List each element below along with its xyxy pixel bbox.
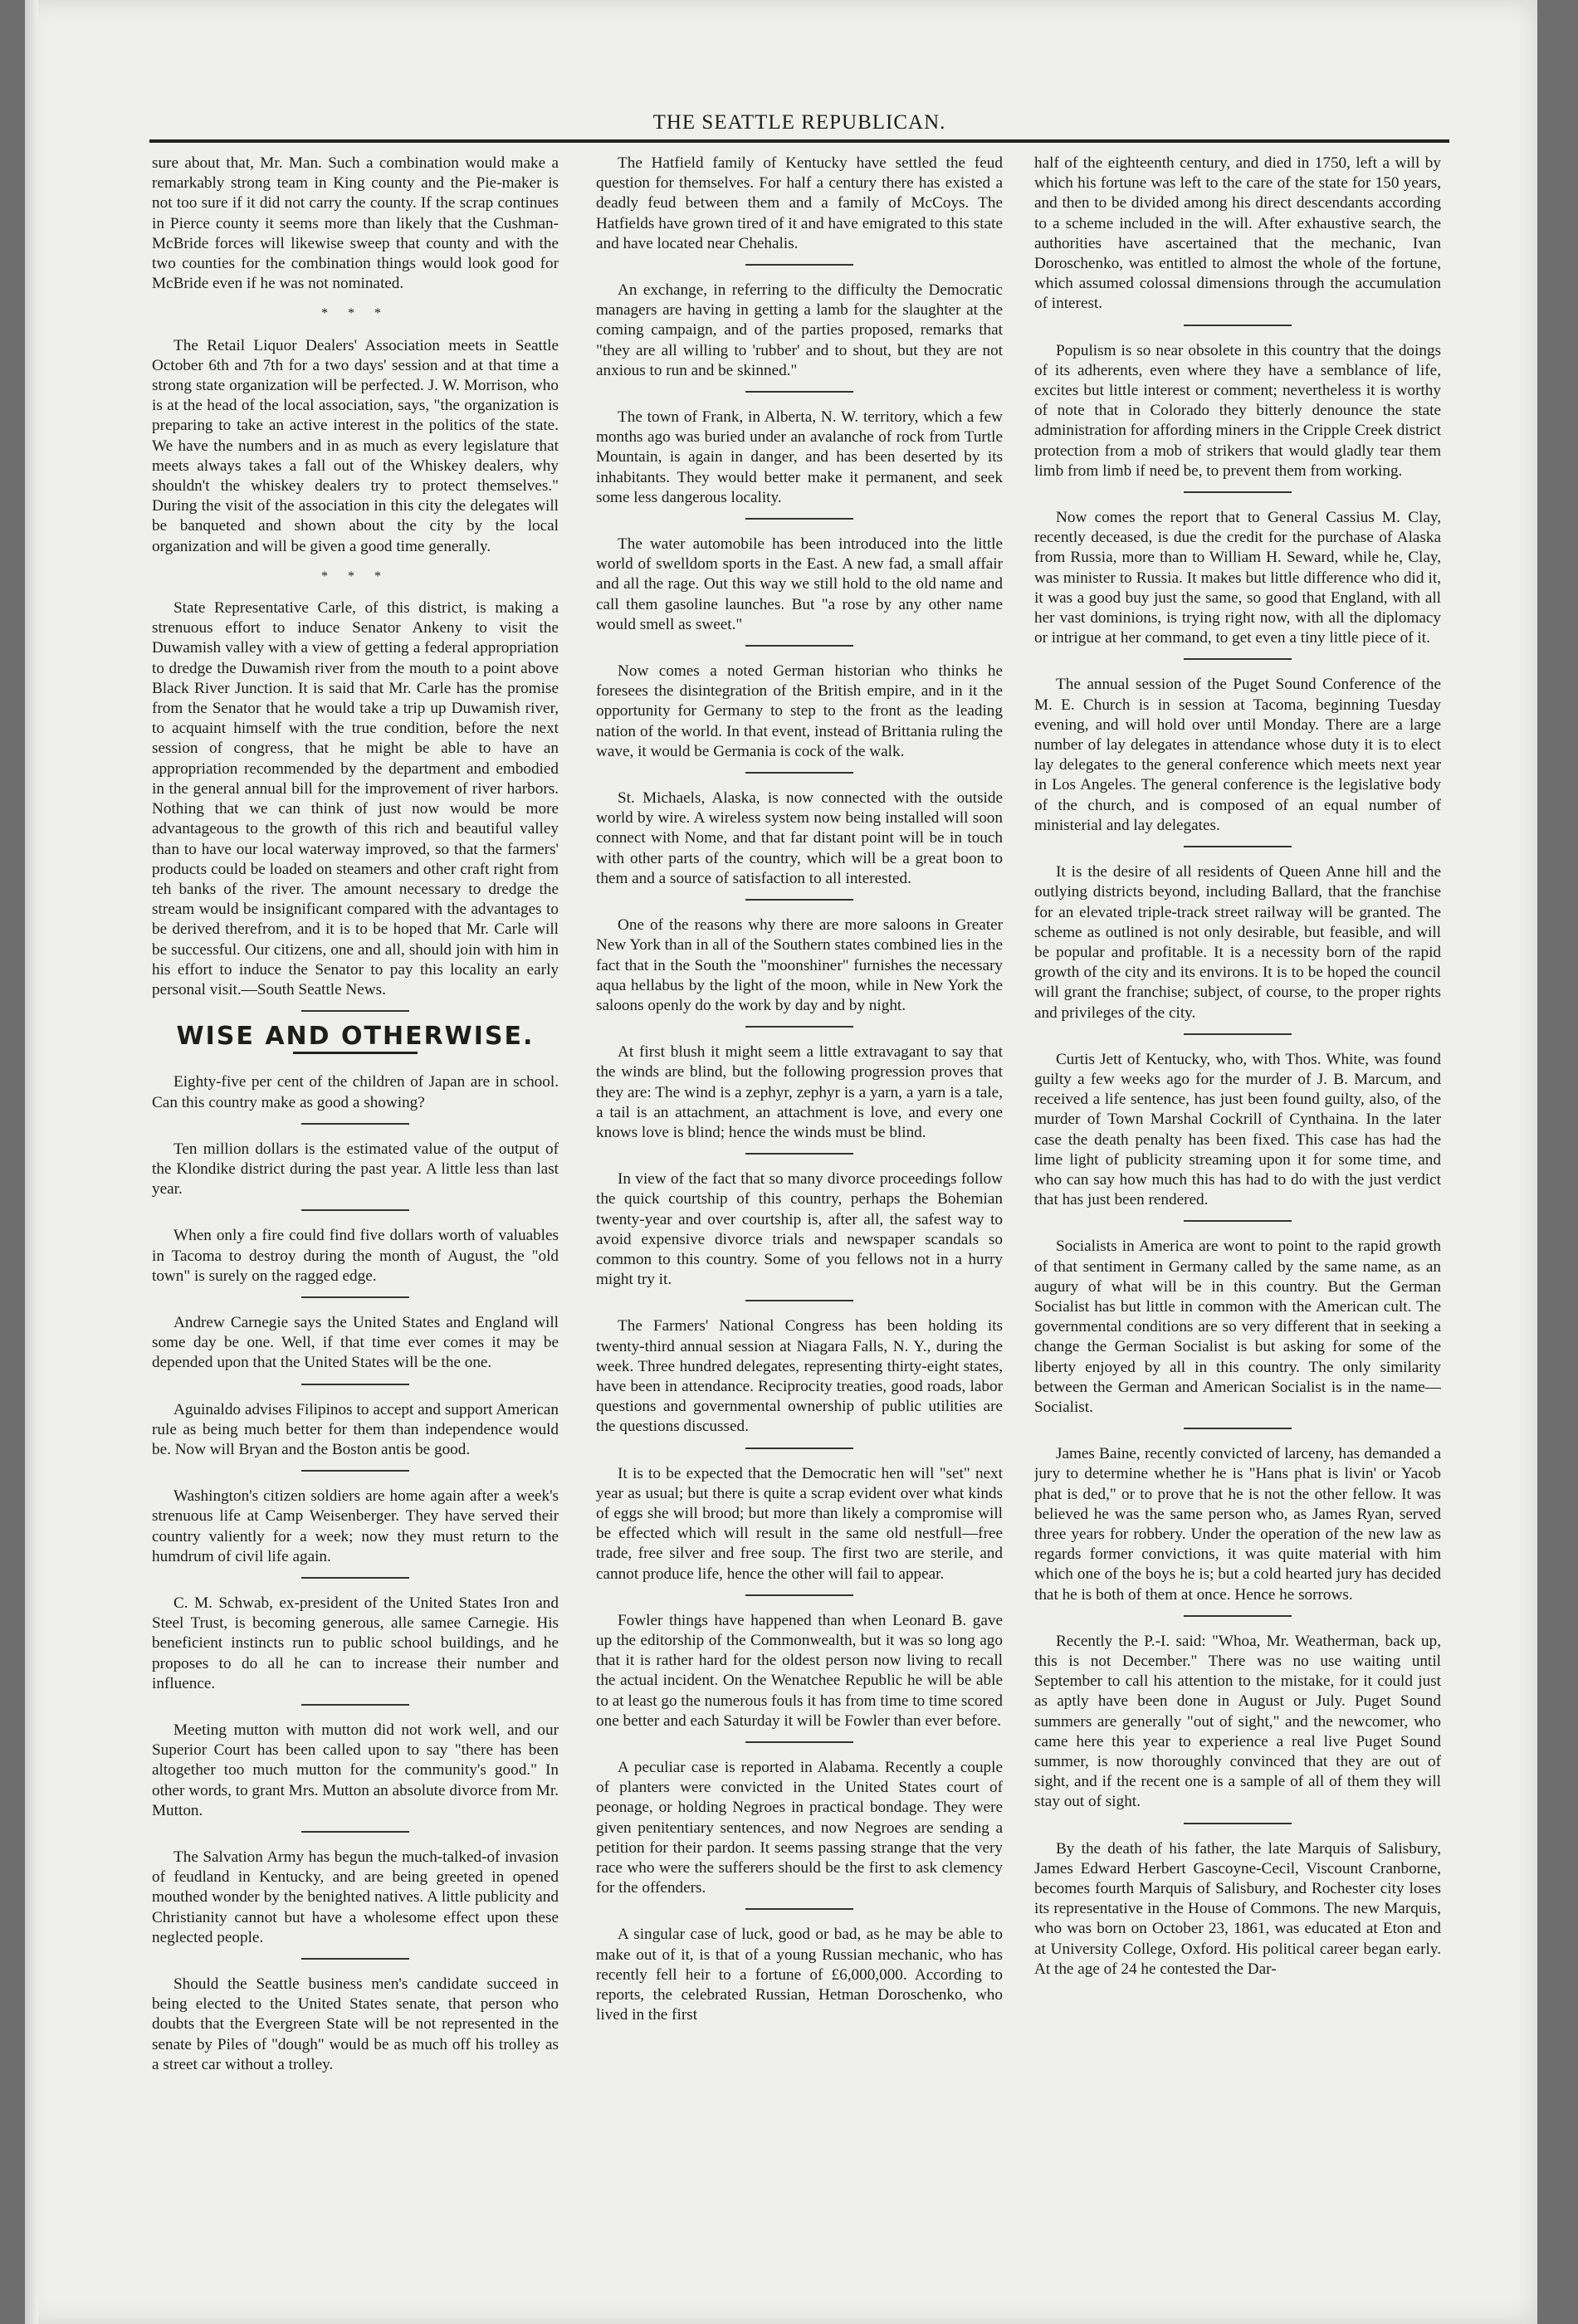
article-divider [1184,1428,1292,1429]
article-divider [1184,1615,1292,1617]
article-paragraph: At first blush it might seem a little extravagant to say that the winds are blind, but the following progression proves that they are: The wind is a zephyr, zephyr is a yarn, a yarn is a tale, a tail is an attachment, an attachment is love, and every one knows love is blind; hence the winds must be blind. [596,1043,1003,1141]
article-paragraph: Now comes the report that to General Cassius M. Clay, recently deceased, is due the credit for the purchase of Alaska from Russia, more than to William H. Seward, while he, Clay, was minister to Russia. It makes but little difference who did it, it was a good buy just the same, so good that England, with all her vast dominions, is trying right now, with all the diplomacy or intrigue at her command, to get even a tiny little piece of it. [1034,509,1441,647]
article-divider [745,391,853,393]
article-paragraph: Curtis Jett of Kentucky, who, with Thos. White, was found guilty a few weeks ago for the murder of J. B. Marcum, and received a life sentence, has just been found guilty, also, of the murder of Town Marshal Cockrill of Cynthaina. In the later case the death penalty has been fixed. This case has had the lime light of publicity streaming upon it for some time, and who can say how much this has had to do with the just verdict that has just been rendered. [1034,1050,1441,1209]
article-divider [1184,1823,1292,1824]
heading-underline [293,1052,418,1054]
article-divider [301,1123,409,1125]
article-divider [745,264,853,266]
article-paragraph: Fowler things have happened than when Leonard B. gave up the editorship of the Commonwealth, but it was so long ago that it is rather hard for the oldest person now living to recall the actual incident. On the Wenatchee Republic he will be able to at least go the numerous fouls it has from time to time scored one better and each Saturday it will be Fowler than ever before. [596,1611,1003,1730]
article-paragraph: By the death of his father, the late Marquis of Salisbury, James Edward Herbert Gascoyne-Cecil, Viscount Cranborne, becomes fourth Marquis of Salisbury, and Rochester city loses its representative in the House of Commons. The new Marquis, who was born on October 23, 1861, was educated at Eton and at University College, Oxford. His political career began early. At the age of 24 he contested the Dar- [1034,1839,1441,1978]
article-divider [745,518,853,520]
article-paragraph: It is the desire of all residents of Queen Anne hill and the outlying districts beyond, including Ballard, that the franchise for an elevated triple-track street railway will be granted. The scheme as outlined is not only desirable, but feasible, and will be popular and profitable. It is a necessity born of the rapid growth of the city and its environs. It is to be hoped the council will grant the franchise; subject, of course, to the proper rights and privileges of the city. [1034,863,1441,1022]
article-paragraph: An exchange, in referring to the difficulty the Democratic managers are having in getting a lamb for the slaughter at the coming campaign, and of the parties proposed, remarks that "they are all willing to 'rubber' and to shout, but they are not anxious to run and be skinned." [596,281,1003,379]
article-divider [1184,846,1292,847]
article-paragraph: sure about that, Mr. Man. Such a combination would make a remarkably strong team in King county and the Pie-maker is not too sure if it did not carry the county. If the scrap continues in Pierce county it seems more than likely that the Cushman-McBride forces will likewise sweep that county and with the two counties for the combination things would look good for McBride even if he was not nominated. [152,154,559,293]
article-divider [745,899,853,901]
page-fold-shadow [25,0,38,2324]
article-paragraph: Socialists in America are wont to point to the rapid growth of that sentiment in Germany called by the same name, as an augury of what will be in this country. But the German Socialist has but little in common with the American cult. The governmental conditions are so very different that in seeking a change the German Socialist is but asking for some of the liberty enjoyed by all in this country. The only similarity between the German and American Socialist is in the name—Socialist. [1034,1238,1441,1416]
article-paragraph: Populism is so near obsolete in this country that the doings of its adherents, even where they have a semblance of life, excites but little interest or comment; nevertheless it is worthy of note that in Colorado they bitterly denounce the state administration for affording miners in the Cripple Creek district protection from a mob of strikers that would gladly tear them limb from limb if need be, to prevent them from working. [1034,341,1441,480]
article-divider [301,1958,409,1960]
article-divider [1184,1033,1292,1035]
article-divider [301,1384,409,1385]
article-paragraph: Should the Seattle business men's candidate succeed in being elected to the United States senate, that person who doubts that the Evergreen State will be not represented in the senate by Piles of "dough" would be as much off his trolley as a street car without a trolley. [152,1975,559,2073]
column-1 [152,154,559,2295]
article-divider [745,1594,853,1596]
article-divider [745,772,853,774]
section-heading: WISE AND OTHERWISE. [176,1022,535,1052]
article-paragraph: Ten million dollars is the estimated value of the output of the Klondike district during the past year. A little less than last year. [152,1140,559,1199]
article-paragraph: Washington's citizen soldiers are home again after a week's strenuous life at Camp Weisenberger. They have served their country valiently for a week; now they must return to the humdrum of civil life again. [152,1487,559,1565]
article-paragraph: The water automobile has been introduced into the little world of swelldom sports in the East. A new fad, a small affair and all the rage. Out this way we still hold to the old name and call them gasoline launches. But "a rose by any other name would smell as sweet." [596,535,1003,633]
article-paragraph: The town of Frank, in Alberta, N. W. territory, which a few months ago was buried under an avalanche of rock from Turtle Mountain, is again in danger, and has been deserted by its inhabitants. They would better make it permanent, and seek some less dangerous locality. [596,408,1003,506]
article-paragraph: James Baine, recently convicted of larceny, has demanded a jury to determine whether he is "Hans phat is livin' or Yacob phat is ded," or to prove that he is not the other fellow. It was believed he was the same person who, as James Ryan, served three years for robbery. Under the operation of the new law as regards former convictions, it was quite material with him which one of the boys he is; but a cold hearted jury has decided that he is both of them at once. Hence he sorrows. [1034,1445,1441,1604]
article-paragraph: The Retail Liquor Dealers' Association meets in Seattle October 6th and 7th for a two days' session and at that time a strong state organization will be perfected. J. W. Morrison, who is at the head of the local association, says, "the organization is preparing to take an active interest in the politics of the state. We have the numbers and in as much as every legislature that meets always takes a fall out of the Whiskey dealers, why shouldn't the whiskey dealers try to protect themselves." During the visit of the association in this city the delegates will be banqueted and shown about the city by the local organization and will be given a good time generally. [152,336,559,555]
article-divider [301,1209,409,1211]
article-divider [745,1300,853,1301]
article-divider [1184,325,1292,326]
article-paragraph: The Hatfield family of Kentucky have settled the feud question for themselves. For half a century there has existed a deadly feud between them and a family of McCoys. The Hatfields have grown tired of it and have emigrated to this state and have located near Chehalis. [596,154,1003,252]
article-paragraph: The annual session of the Puget Sound Conference of the M. E. Church is in session at Tacoma, beginning Tuesday evening, and will hold over until Monday. There are a large number of lay delegates in attendance whose duty it is to elect lay delegates to the general conference which meets next year in Los Angeles. The general conference is the legislative body of the church, and is composed of an equal number of ministerial and lay delegates. [1034,676,1441,834]
article-paragraph: A singular case of luck, good or bad, as he may be able to make out of it, is that of a young Russian mechanic, who has recently fell heir to a fortune of £6,000,000. According to reports, the celebrated Russian, Hetman Doroschenko, who lived in the first [596,1926,1003,2024]
article-paragraph: In view of the fact that so many divorce proceedings follow the quick courtship of this country, perhaps the Bohemian twenty-year and over courtship is, after all, the safest way to avoid expensive divorce trials and newspaper scandals so common to this country. Some of you fellows not in a hurry might try it. [596,1170,1003,1289]
article-divider [745,1026,853,1028]
article-paragraph: Meeting mutton with mutton did not work well, and our Superior Court has been called upon to say "there has been altogether too much mutton for the community's good." In other words, to grant Mrs. Mutton an absolute divorce from Mr. Mutton. [152,1721,559,1819]
article-divider [301,1704,409,1706]
article-paragraph: When only a fire could find five dollars worth of valuables in Tacoma to destroy during the month of August, the "old town" is surely on the ragged edge. [152,1227,559,1285]
article-paragraph: The Farmers' National Congress has been holding its twenty-third annual session at Niagara Falls, N. Y., during the week. Three hundred delegates, representing thirty-eight states, have been in attendance. Reciprocity treaties, good roads, labor questions and governmental ownership of public utilities are the questions discussed. [596,1317,1003,1436]
section-separator-stars: * * * [321,306,389,321]
article-paragraph: The Salvation Army has begun the much-talked-of invasion of feudland in Kentucky, and are being greeted in opened mouthed wonder by the benighted natives. A little publicity and Christianity cannot but have a wholesome effect upon these neglected people. [152,1848,559,1946]
article-divider [301,1010,409,1012]
article-divider [745,1153,853,1155]
masthead [149,106,1449,143]
article-paragraph: Now comes a noted German historian who thinks he foresees the disintegration of the British empire, and in it the opportunity for Germany to step to the front as the leading nation of the world. In that event, instead of Brittania ruling the wave, it would be Germania is cock of the walk. [596,662,1003,760]
article-divider [301,1831,409,1833]
article-paragraph: Recently the P.-I. said: "Whoa, Mr. Weatherman, back up, this is not December." There was no use waiting until September to call his attention to the mistake, for it could just as aptly have been done in August or July. Puget Sound summers are generally "out of sight," and the newcomer, who came here this year to experience a real live Puget Sound summer, is now thoroughly convinced that they are out of sight, and if the recent one is a sample of all of them they will stay out of sight. [1034,1632,1441,1811]
article-divider [1184,491,1292,493]
article-paragraph: It is to be expected that the Democratic hen will "set" next year as usual; but there is quite a scrap evident over what kinds of eggs she will brood; but more than likely a compromise will be effected which will result in the same old nestfull—free trade, free silver and free soup. The first two are sterile, and cannot produce life, hence the other will fail to appear. [596,1464,1003,1583]
article-paragraph: Andrew Carnegie says the United States and England will some day be one. Well, if that time ever comes it may be depended upon that the United States will be the one. [152,1313,559,1372]
article-divider [301,1470,409,1472]
article-divider [1184,658,1292,660]
article-divider [301,1296,409,1298]
article-divider [745,1908,853,1910]
article-divider [301,1577,409,1579]
article-paragraph: half of the eighteenth century, and died in 1750, left a will by which his fortune was left to the care of the state for 150 years, and then to be divided among his direct descendants according to a scheme included in the will. After exhaustive search, the authorities have ascertained that the mechanic, Ivan Doroschenko, was entitled to almost the whole of the fortune, which assumed colossal dimensions through the accumulation of interest. [1034,154,1441,313]
article-paragraph: A peculiar case is reported in Alabama. Recently a couple of planters were convicted in the United States court of peonage, or holding Negroes in practical bondage. They were given penitentiary sentences, and now Negroes are sending a petition for their pardon. It seems passing strange that the very race who were the sufferers should be the first to ask clemency for the offenders. [596,1759,1003,1897]
column-3 [1034,154,1441,2295]
section-separator-stars: * * * [321,569,389,583]
article-divider [745,645,853,647]
article-paragraph: Aguinaldo advises Filipinos to accept and support American rule as being much better for them than independence would be. Now will Bryan and the Boston antis be good. [152,1400,559,1458]
article-paragraph: One of the reasons why there are more saloons in Greater New York than in all of the Southern states combined lies in the fact that in the South the "moonshiner" furnishes the necessary aqua hellabus by the light of the moon, while in New York the saloons openly do the work by day and by night. [596,916,1003,1014]
masthead-title: THE SEATTLE REPUBLICAN. [652,111,946,134]
article-paragraph: Eighty-five per cent of the children of Japan are in school. Can this country make as good a showing? [152,1073,559,1111]
column-2 [596,154,1003,2295]
article-divider [745,1741,853,1743]
article-paragraph: St. Michaels, Alaska, is now connected with the outside world by wire. A wireless system now being installed will soon connect with Nome, and that far distant point will be in touch with other parts of the country, which will be a great boon to them and a source of satisfaction to all interested. [596,789,1003,887]
article-paragraph: State Representative Carle, of this district, is making a strenuous effort to induce Senator Ankeny to visit the Duwamish valley with a view of getting a federal appropriation to dredge the Duwamish river from the mouth to a point above Black River Junction. It is said that Mr. Carle has the promise from the Senator that he would take a trip up Duwamish river, to acquaint himself with the true condition, before the next session of congress, that he might be able to have an appropriation recommended by the department and embodied in the general annual bill for the improvement of river harbors. Nothing that we can think of just now would be more advantageous to the growth of this rich and beautiful valley than to have our local waterway improved, so that the farmers' products could be loaded on steamers and other craft right from teh banks of the river. The amount necessary to dredge the stream would be insignificant compared with the advantages to be derived therefrom, and it is to be hoped that Mr. Carle will be successful. Our citizens, one and all, should join with him in his effort to induce the Senator to pay this locality an early personal visit.—South Seattle News. [152,599,559,998]
article-divider [745,1448,853,1449]
article-divider [1184,1220,1292,1222]
article-paragraph: C. M. Schwab, ex-president of the United States Iron and Steel Trust, is becoming generous, alle samee Carnegie. His beneficient instincts run to public school buildings, and he proposes to do all he can to increase their number and influence. [152,1594,559,1692]
